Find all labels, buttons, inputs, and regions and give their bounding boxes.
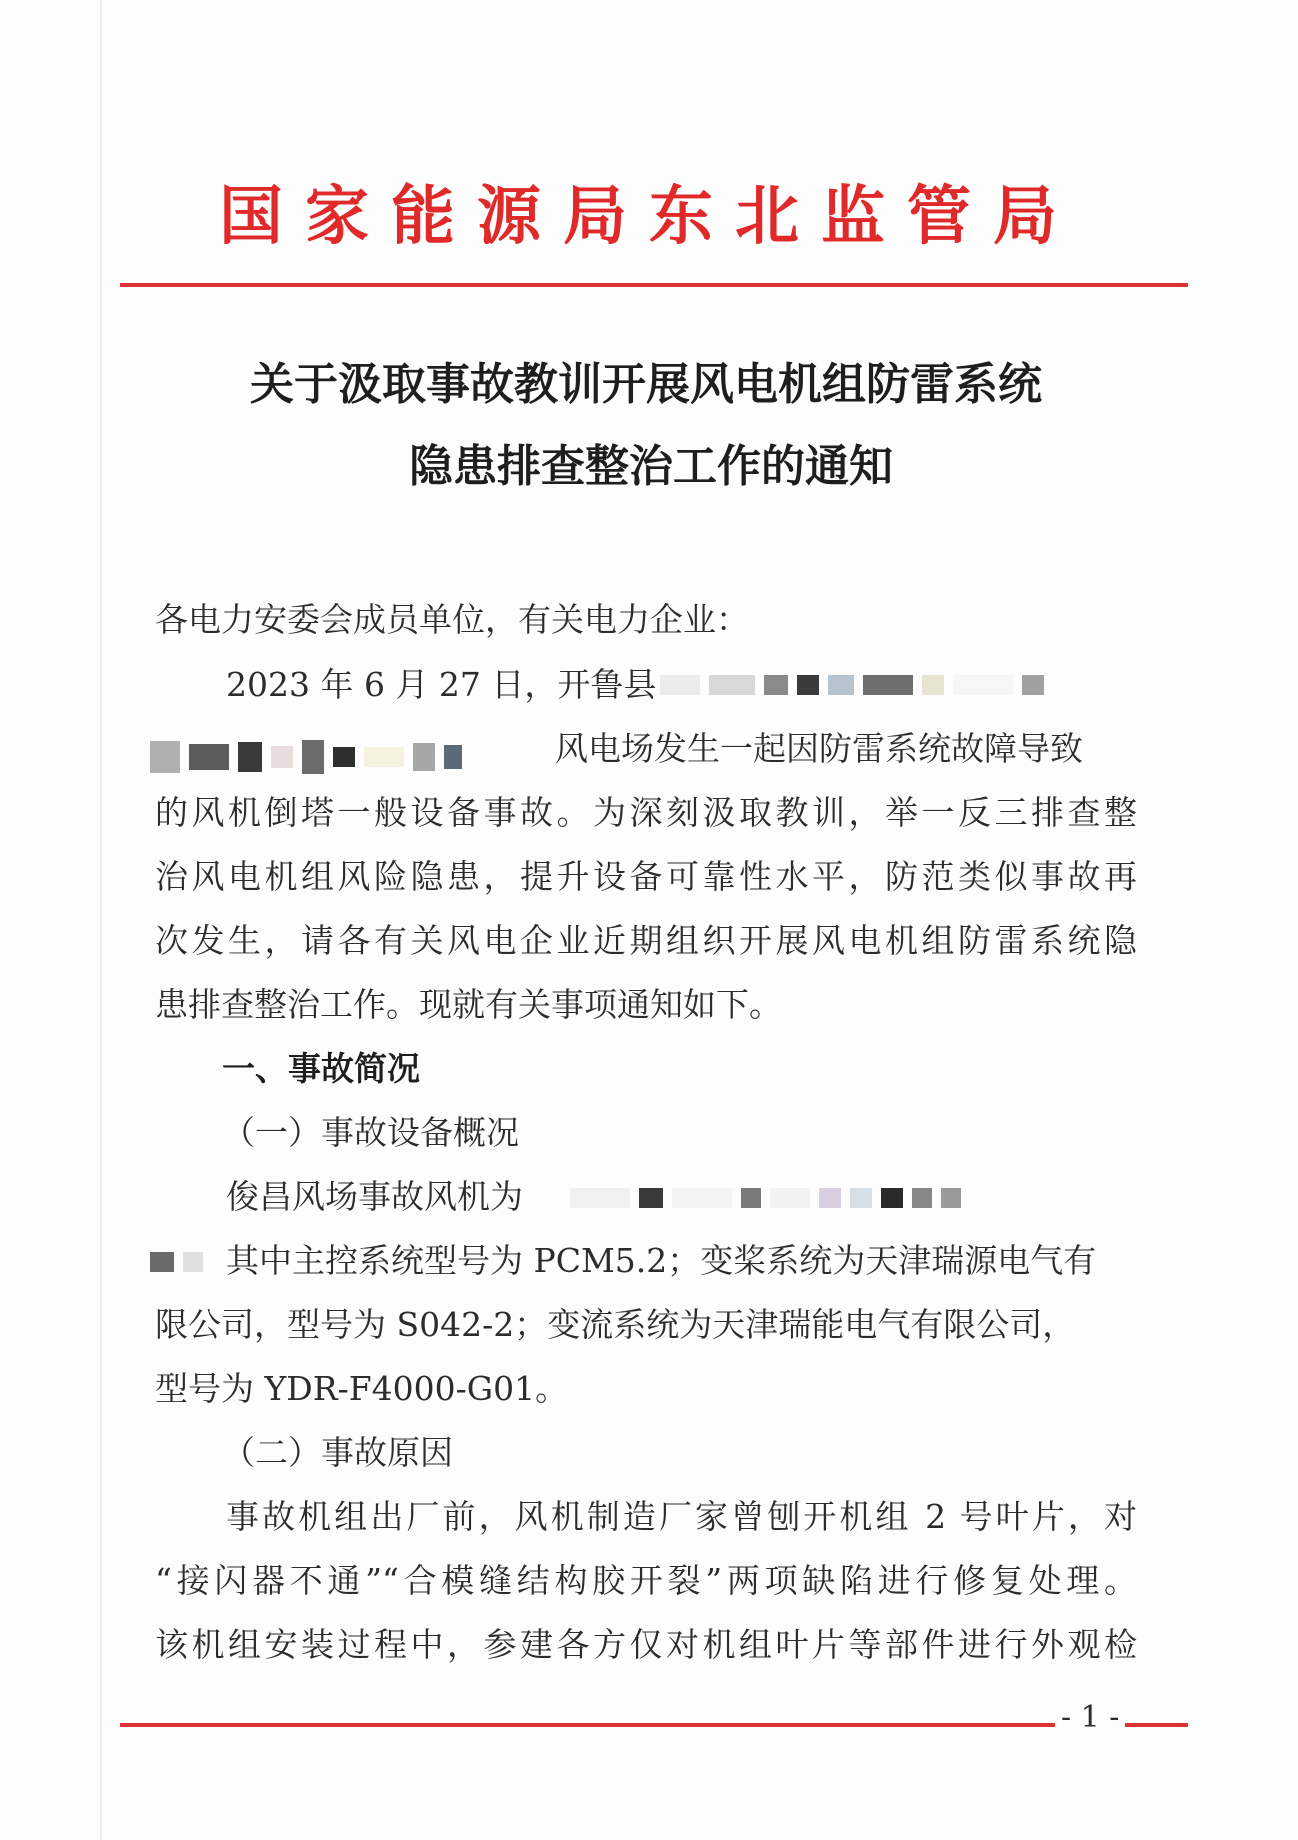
paragraph-2-line-1: 俊昌风场事故风机为 <box>226 1177 523 1216</box>
paragraph-2-line-3: 限公司，型号为 S042-2；变流系统为天津瑞能电气有限公司， <box>155 1305 1076 1344</box>
redacted-text-1 <box>660 675 1044 695</box>
redacted-text-4 <box>150 1252 203 1272</box>
paragraph-1-line-5: 次发生，请各有关风电企业近期组织开展风电机组防雷系统隐 <box>155 921 1137 960</box>
subsection-heading-2: （二）事故原因 <box>222 1433 453 1472</box>
redacted-text-3 <box>570 1188 961 1208</box>
paragraph-1-line-6: 患排查整治工作。现就有关事项通知如下。 <box>155 985 782 1024</box>
paragraph-1-line-1: 2023 年 6 月 27 日，开鲁县 <box>226 665 657 704</box>
subsection-heading-1: （一）事故设备概况 <box>222 1113 519 1152</box>
paragraph-1-line-4: 治风电机组风险隐患，提升设备可靠性水平，防范类似事故再 <box>155 857 1137 896</box>
header-red-rule <box>120 283 1188 287</box>
paragraph-1-line-2: 风电场发生一起因防雷系统故障导致 <box>555 729 1083 768</box>
document-title-line-2: 隐患排查整治工作的通知 <box>409 441 893 492</box>
paragraph-3-line-3: 该机组安装过程中，参建各方仅对机组叶片等部件进行外观检 <box>155 1625 1137 1664</box>
paragraph-2-line-4: 型号为 YDR-F4000-G01。 <box>155 1369 569 1408</box>
paragraph-3-line-2: “接闪器不通”“合模缝结构胶开裂”两项缺陷进行修复处理。 <box>155 1561 1137 1600</box>
section-heading-1: 一、事故简况 <box>222 1049 420 1088</box>
document-title-line-1: 关于汲取事故教训开展风电机组防雷系统 <box>250 359 1042 410</box>
footer-red-rule <box>120 1723 1188 1727</box>
salutation: 各电力安委会成员单位，有关电力企业： <box>155 600 749 639</box>
paragraph-2-line-2: 其中主控系统型号为 PCM5.2；变桨系统为天津瑞源电气有 <box>226 1241 1097 1280</box>
paragraph-1-line-3: 的风机倒塔一般设备事故。为深刻汲取教训，举一反三排查整 <box>155 793 1137 832</box>
paragraph-3-line-1: 事故机组出厂前，风机制造厂家曾刨开机组 2 号叶片，对 <box>226 1497 1137 1536</box>
agency-header: 国家能源局东北监管局 <box>219 180 1079 254</box>
redacted-text-2 <box>150 740 462 774</box>
page-number: - 1 - <box>1055 1700 1125 1735</box>
scan-fold-line <box>100 0 102 1840</box>
